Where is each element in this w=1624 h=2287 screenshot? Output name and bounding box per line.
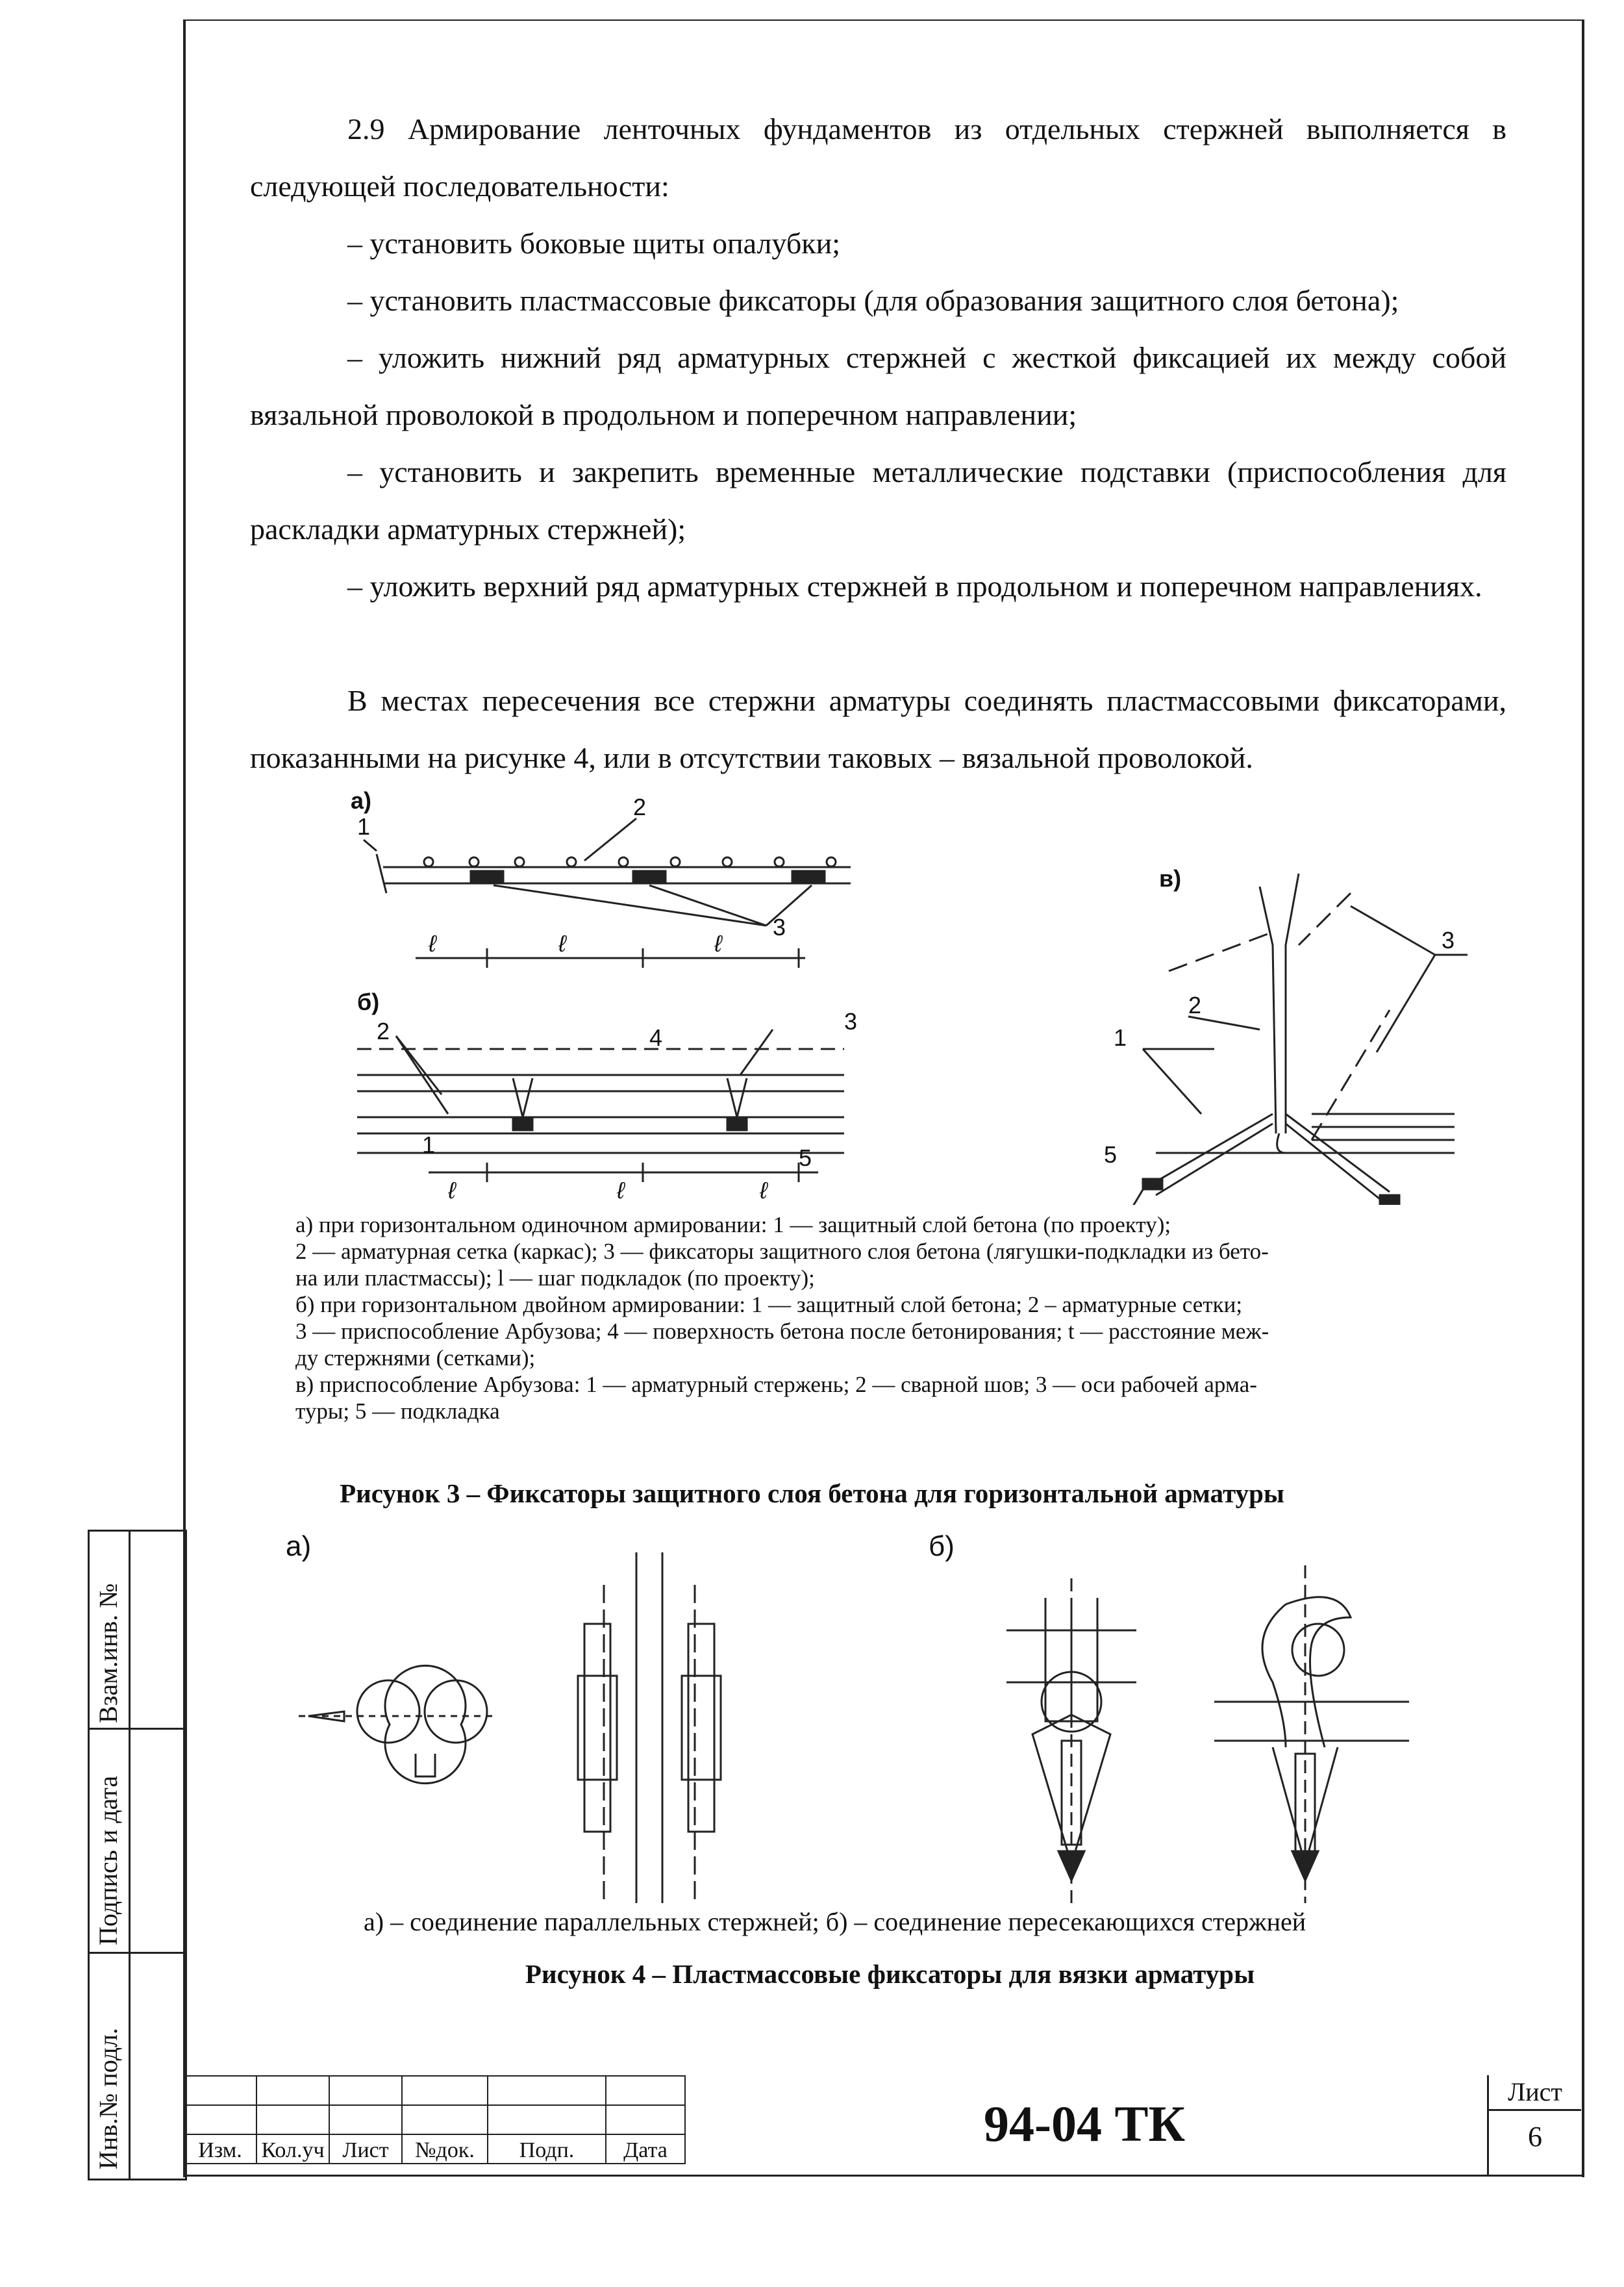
figure3-drawing bbox=[338, 789, 1493, 1205]
sheet-box bbox=[1487, 2075, 1581, 2176]
fig3v-num-1: 1 bbox=[1114, 1024, 1127, 1051]
fig3b-ell: ℓ bbox=[448, 1177, 456, 1204]
figure4-title: Рисунок 4 – Пластмассовые фиксаторы для вязки арматуры bbox=[525, 1959, 1255, 1989]
figure3-title: Рисунок 3 – Фиксаторы защитного слоя бетона для горизонтальной арматуры bbox=[340, 1478, 1284, 1508]
sidebar-vzam-label: Взам.инв. № bbox=[94, 1583, 123, 1723]
fig3a-ell: ℓ bbox=[429, 930, 436, 957]
fig3a-num-1: 1 bbox=[357, 813, 371, 840]
fig3b-num-1: 1 bbox=[422, 1131, 436, 1158]
list-item: – уложить верхний ряд арматурных стержней в продольном и поперечном направлениях. bbox=[347, 570, 1482, 603]
caption-line: туры; 5 — подкладка bbox=[295, 1398, 500, 1424]
caption-line: 3 — приспособление Арбузова; 4 — поверхность бетона после бетонирования; t — расстояние меж- bbox=[295, 1319, 1269, 1344]
fig3b-ell: ℓ bbox=[760, 1177, 768, 1204]
stamp-ndok: №док. bbox=[402, 2134, 488, 2164]
frame-bottom-line bbox=[183, 2175, 1582, 2177]
document-code: 94-04 ТК bbox=[983, 2095, 1186, 2152]
fig3b-ell: ℓ bbox=[617, 1177, 625, 1204]
caption-line: 2 — арматурная сетка (каркас); 3 — фиксаторы защитного слоя бетона (лягушки-подкладки из бето- bbox=[295, 1239, 1269, 1264]
figure4-drawing bbox=[273, 1526, 1506, 1903]
caption-line: ду стержнями (сетками); bbox=[295, 1345, 536, 1371]
fig3v-num-2: 2 bbox=[1188, 992, 1202, 1018]
sidebar-stamp bbox=[88, 1530, 185, 2177]
caption-line: на или пластмассы); l — шаг подкладок (по проекту); bbox=[295, 1265, 815, 1291]
caption-line: а) при горизонтальном одиночном армировании: 1 — защитный слой бетона (по проекту); bbox=[295, 1212, 1171, 1237]
fig4-label-b: б) bbox=[929, 1530, 955, 1562]
fig3a-ell: ℓ bbox=[714, 930, 722, 957]
list-item: – установить пластмассовые фиксаторы (для образования защитного слоя бетона); bbox=[347, 284, 1399, 317]
fig3v-num-3: 3 bbox=[1442, 927, 1455, 954]
title-block-table bbox=[183, 2075, 686, 2164]
stamp-izm: Изм. bbox=[184, 2134, 256, 2164]
stamp-list: Лист bbox=[329, 2134, 402, 2164]
figure3-caption bbox=[295, 1211, 1503, 1424]
fig3a-num-3: 3 bbox=[773, 914, 786, 941]
sidebar-inv-label: Инв.№ подл. bbox=[94, 2028, 123, 2169]
paragraph-2-9: 2.9 Армирование ленточных фундаментов из отдельных стержней выполняется в следующей последовательности: bbox=[250, 112, 1506, 203]
stamp-kolvo: Кол.уч bbox=[256, 2134, 329, 2164]
fig3b-num-4: 4 bbox=[649, 1024, 663, 1051]
fig3-label-v: в) bbox=[1159, 865, 1182, 892]
paragraph-intersections: В местах пересечения все стержни арматуры соединять пластмассовыми фиксаторами, показанными на рисунке 4, или в отсутствии таковых – вязальной проволокой. bbox=[250, 684, 1506, 774]
fig3b-num-2: 2 bbox=[377, 1018, 390, 1044]
list-item: – установить боковые щиты опалубки; bbox=[347, 227, 840, 260]
fig3a-ell: ℓ bbox=[558, 930, 566, 957]
sheet-label: Лист bbox=[1489, 2075, 1581, 2111]
sheet-number: 6 bbox=[1528, 2121, 1542, 2153]
fig4-label-a: а) bbox=[286, 1530, 312, 1562]
figure4-caption: а) – соединение параллельных стержней; б) – соединение пересекающихся стержней bbox=[364, 1907, 1306, 1936]
fig3b-num-3: 3 bbox=[844, 1008, 858, 1035]
stamp-podp: Подп. bbox=[488, 2134, 606, 2164]
fig3b-num-5: 5 bbox=[799, 1144, 812, 1171]
stamp-data: Дата bbox=[606, 2134, 685, 2164]
list-item: – установить и закрепить временные металлические подставки (приспособления для раскладки арматурных стержней); bbox=[250, 455, 1506, 546]
fig3v-num-5: 5 bbox=[1104, 1141, 1118, 1168]
fig3-label-b: б) bbox=[357, 989, 380, 1015]
sidebar-podpis-label: Подпись и дата bbox=[94, 1775, 123, 1945]
caption-line: в) приспособление Арбузова: 1 — арматурный стержень; 2 — сварной шов; 3 — оси рабочей арма- bbox=[295, 1372, 1257, 1397]
fig3a-num-2: 2 bbox=[633, 794, 647, 820]
caption-line: б) при горизонтальном двойном армировании: 1 — защитный слой бетона; 2 – арматурные сетки; bbox=[295, 1292, 1243, 1317]
list-item: – уложить нижний ряд арматурных стержней с жесткой фиксацией их между собой вязальной проволокой в продольном и поперечном направлении; bbox=[250, 341, 1506, 431]
fig3-label-a: а) bbox=[351, 789, 372, 814]
